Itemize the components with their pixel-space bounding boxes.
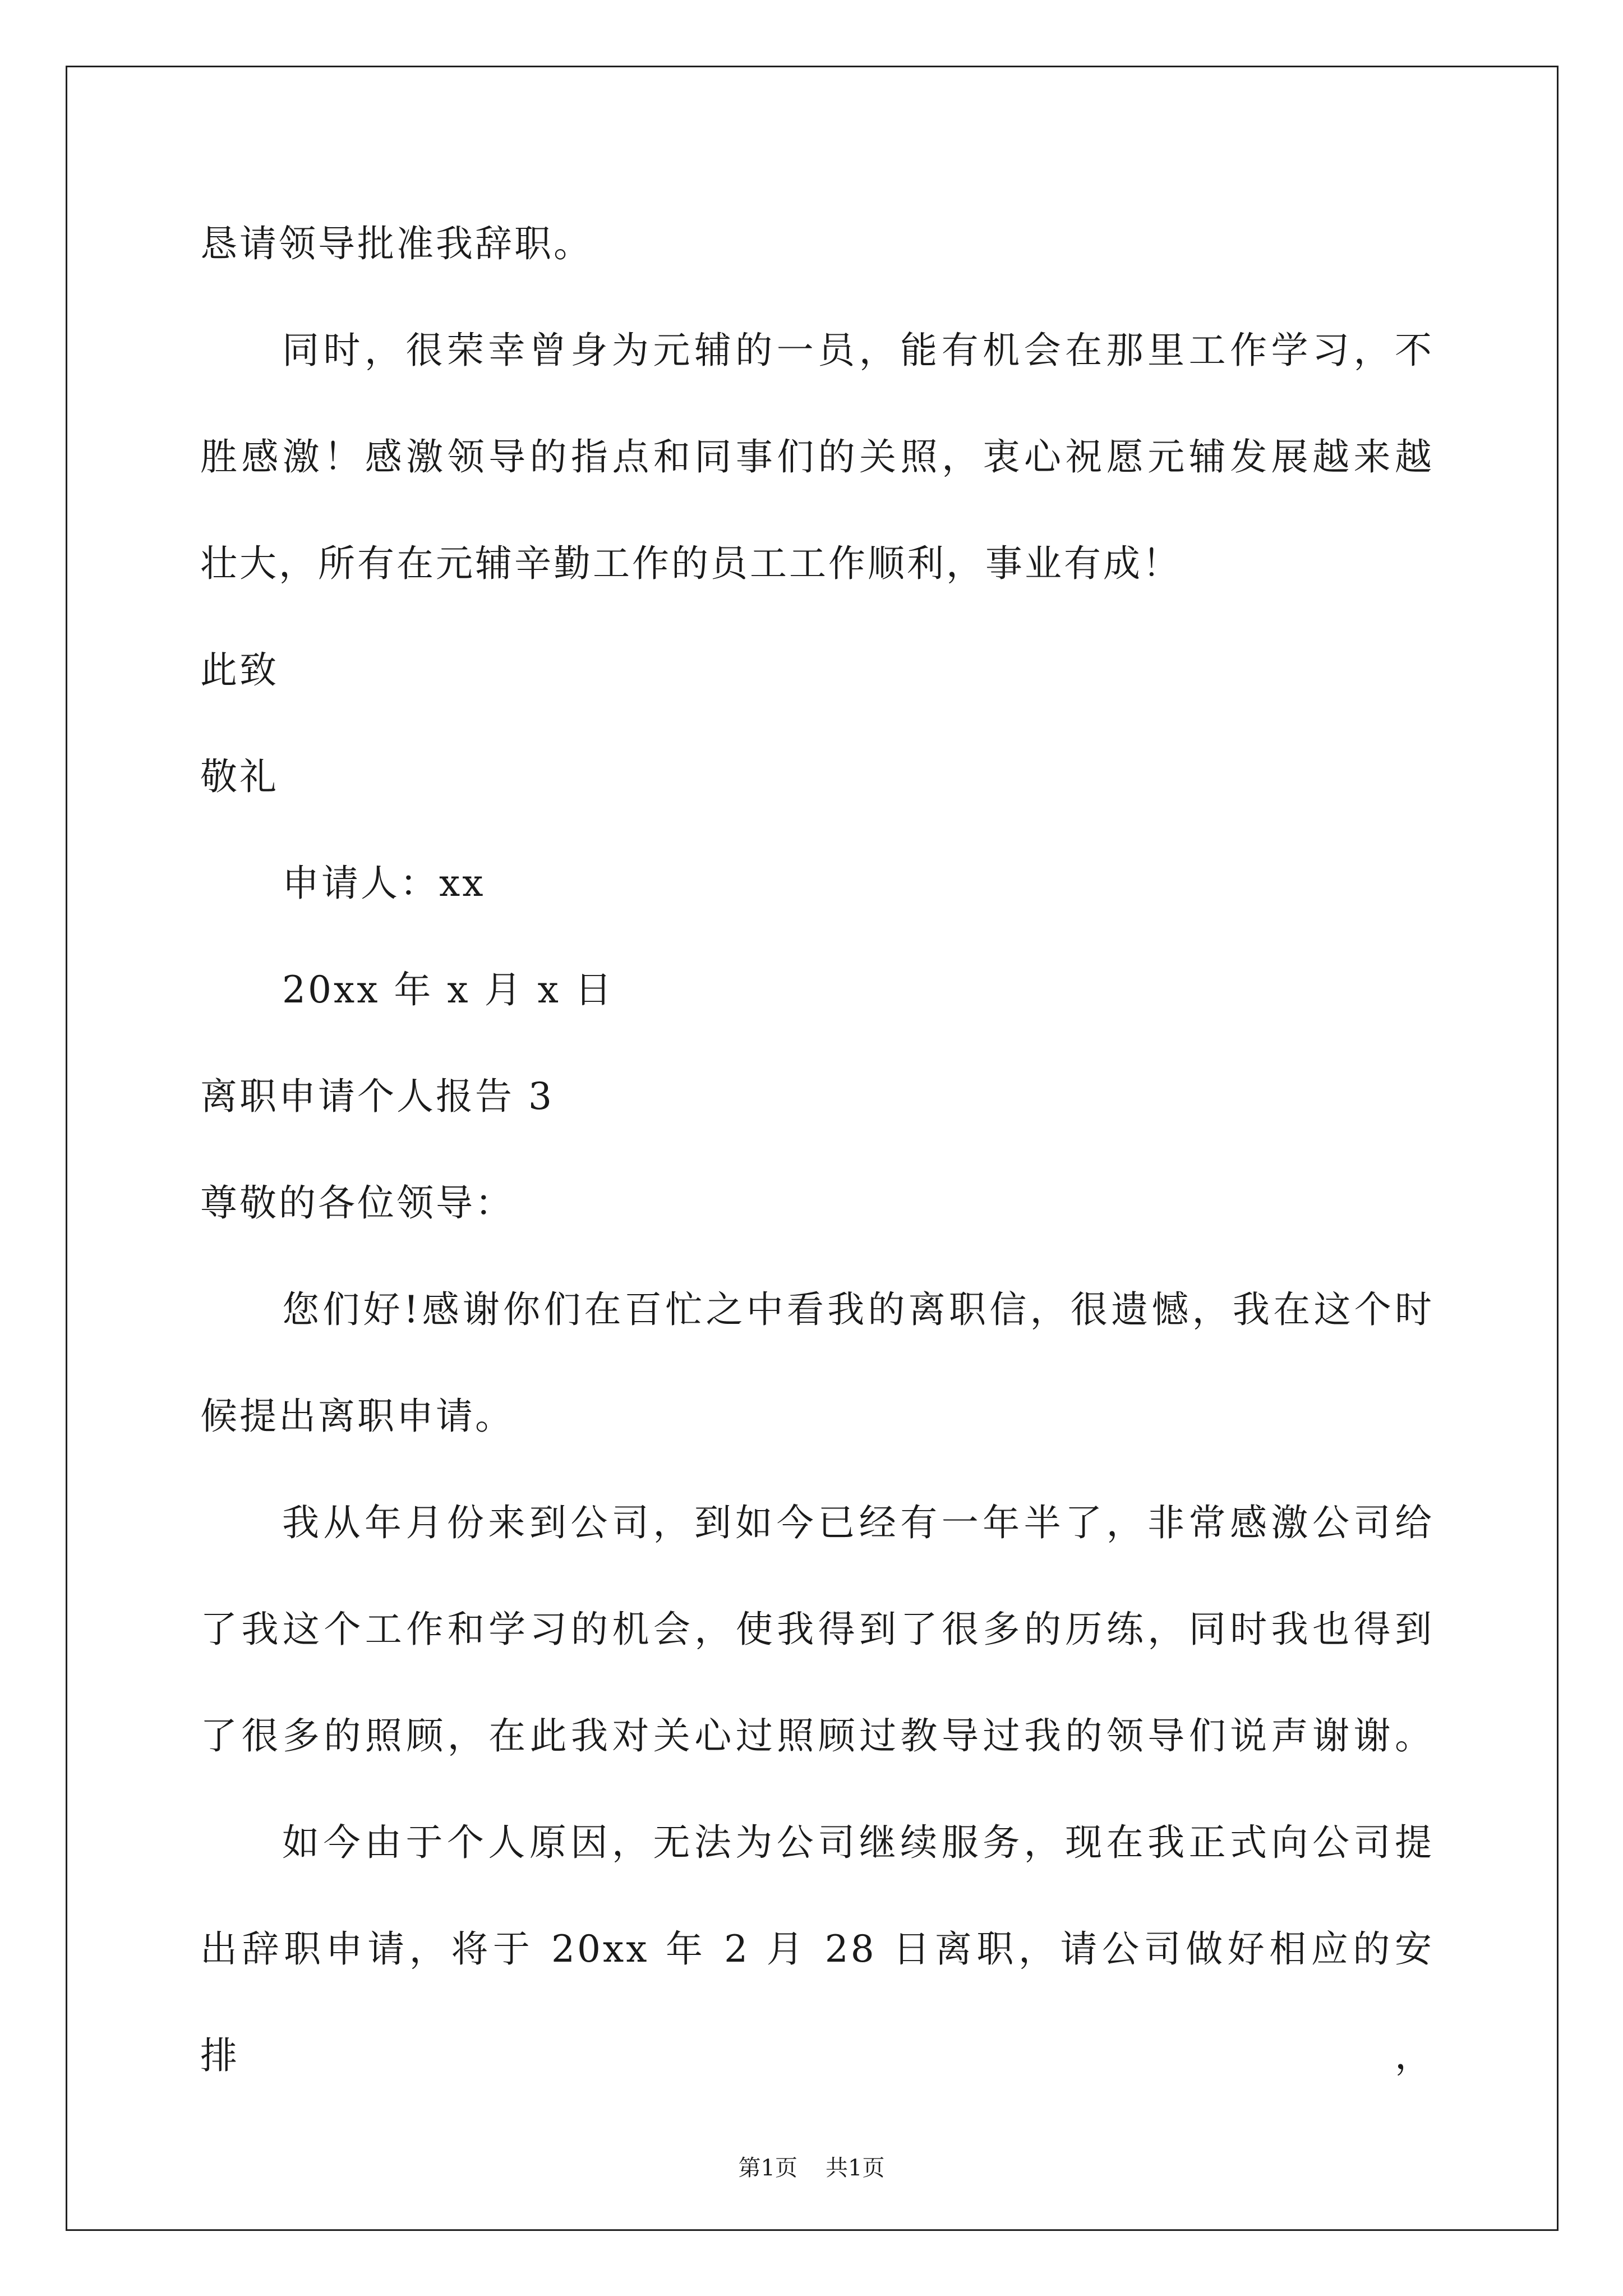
page-footer	[0, 2154, 1623, 2182]
text-line: 胜感激！感激领导的指点和同事们的关照，衷心祝愿元辅发展越来越	[200, 435, 1434, 478]
text-line: 您们好!感谢你们在百忙之中看我的离职信，很遗憾，我在这个时	[282, 1288, 1434, 1331]
text-line: 我从年月份来到公司，到如今已经有一年半了，非常感激公司给	[282, 1501, 1434, 1544]
text-line: 了很多的照顾，在此我对关心过照顾过教导过我的领导们说声谢谢。	[200, 1714, 1434, 1757]
page-number: 第1页	[738, 2155, 797, 2181]
text-line: 壮大，所有在元辅辛勤工作的员工工作顺利，事业有成！	[200, 542, 1182, 585]
section-heading: 离职申请个人报告 3	[200, 1075, 554, 1118]
page-total: 共1页	[826, 2155, 885, 2181]
greeting: 尊敬的各位领导：	[200, 1181, 514, 1225]
text-line: 恳请领导批准我辞职。	[200, 222, 593, 265]
text-line: 了我这个工作和学习的机会，使我得到了很多的历练，同时我也得到	[200, 1608, 1434, 1651]
applicant-signature: 申请人：xx	[282, 862, 486, 905]
closing-regards: 敬礼	[200, 755, 279, 798]
text-line: 出辞职申请，将于 20xx 年 2 月 28 日离职，请公司做好相应的安排，	[200, 1927, 1434, 2077]
text-line: 如今由于个人原因，无法为公司继续服务，现在我正式向公司提	[282, 1821, 1434, 1864]
closing-salutation: 此致	[200, 648, 279, 692]
text-line: 同时，很荣幸曾身为元辅的一员，能有机会在那里工作学习，不	[282, 329, 1434, 372]
document-body	[200, 191, 1434, 2077]
text-line: 候提出离职申请。	[200, 1395, 514, 1438]
signature-date: 20xx 年 x 月 x 日	[282, 968, 614, 1011]
